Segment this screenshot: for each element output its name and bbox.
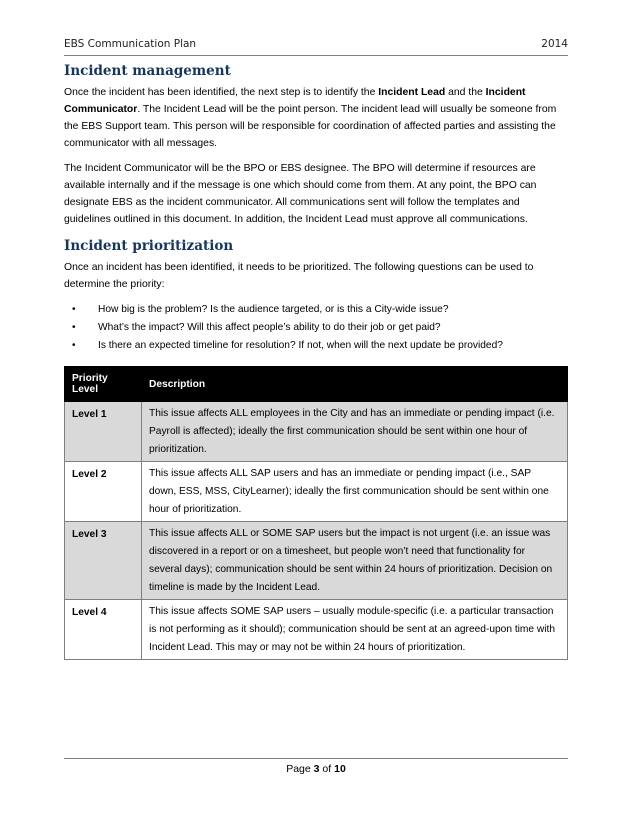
description-cell: This issue affects ALL employees in the City and has an immediate or pending impact (i.e. Payroll is affected); ideally the first communication should be sent within one hour of prioritization. — [142, 402, 568, 462]
column-header-priority-level: Priority Level — [65, 367, 142, 402]
priority-level-cell: Level 4 — [65, 600, 142, 660]
table-row — [65, 522, 568, 600]
description-cell: This issue affects ALL or SOME SAP users but the impact is not urgent (i.e. an issue was discovered in a report or on a timesheet, but people won’t need that functionality for several days); communication should be sent within 24 hours of prioritization. Decision on timeline is made by the Incident Lead. — [142, 522, 568, 600]
page-footer — [64, 758, 568, 775]
paragraph-incident-communicator: The Incident Communicator will be the BPO or EBS designee. The BPO will determine if resources are available internally and if the message is one which should come from them. At any point, the BPO can designate EBS as the incident communicator. All communications sent will follow the templates and guidelines outlined in this document. In addition, the Incident Lead must approve all communications. — [64, 163, 537, 225]
text-run: . The Incident Lead will be the point person. The incident lead will usually be someone from the EBS Support team. This person will be responsible for coordination of affected parties and assisting the communicator with all messages. — [64, 104, 557, 149]
text-run: Once the incident has been identified, the next step is to identify the — [64, 87, 379, 98]
header-year: 2014 — [541, 38, 568, 50]
page-content — [64, 62, 568, 660]
table-row — [65, 600, 568, 660]
bold-term-incident-communicator: Incident Communicator — [64, 87, 526, 115]
table-row — [65, 462, 568, 522]
table-row — [65, 402, 568, 462]
question-list — [64, 301, 568, 355]
list-item: • Is there an expected timeline for resolution? If not, when will the next update be provided? — [72, 337, 568, 355]
list-item: • How big is the problem? Is the audience targeted, or is this a City-wide issue? — [72, 301, 568, 319]
priority-level-cell: Level 1 — [65, 402, 142, 462]
bold-term-incident-lead: Incident Lead — [378, 87, 446, 98]
priority-level-cell: Level 3 — [65, 522, 142, 600]
text-run: and the — [445, 87, 486, 98]
section-heading-incident-prioritization: Incident prioritization — [64, 238, 234, 254]
column-header-description: Description — [142, 367, 568, 402]
page-number: 3 — [313, 763, 320, 775]
section-heading-incident-management: Incident management — [64, 63, 231, 79]
priority-table — [64, 366, 568, 660]
priority-level-cell: Level 2 — [65, 462, 142, 522]
page-word: Page — [286, 763, 311, 775]
description-cell: This issue affects ALL SAP users and has an immediate or pending impact (i.e., SAP down, ESS, MSS, CityLearner); ideally the first communication should be sent within one hour of prioritization. — [142, 462, 568, 522]
header-title: EBS Communication Plan — [64, 38, 197, 50]
paragraph-prioritization-intro: Once an incident has been identified, it needs to be prioritized. The following questions can be used to determine the priority: — [64, 262, 534, 290]
description-cell: This issue affects SOME SAP users – usually module-specific (i.e. a particular transaction is not performing as it should); communication should be sent at an agreed-upon time with Incident Lead. This may or may not be within 24 hours of prioritization. — [142, 600, 568, 660]
table-header-row — [65, 367, 568, 402]
paragraph-incident-lead — [64, 84, 568, 152]
list-item: • What’s the impact? Will this affect people’s ability to do their job or get paid? — [72, 319, 568, 337]
page-header — [64, 35, 568, 56]
page-total: 10 — [334, 763, 346, 775]
of-word: of — [322, 763, 332, 775]
